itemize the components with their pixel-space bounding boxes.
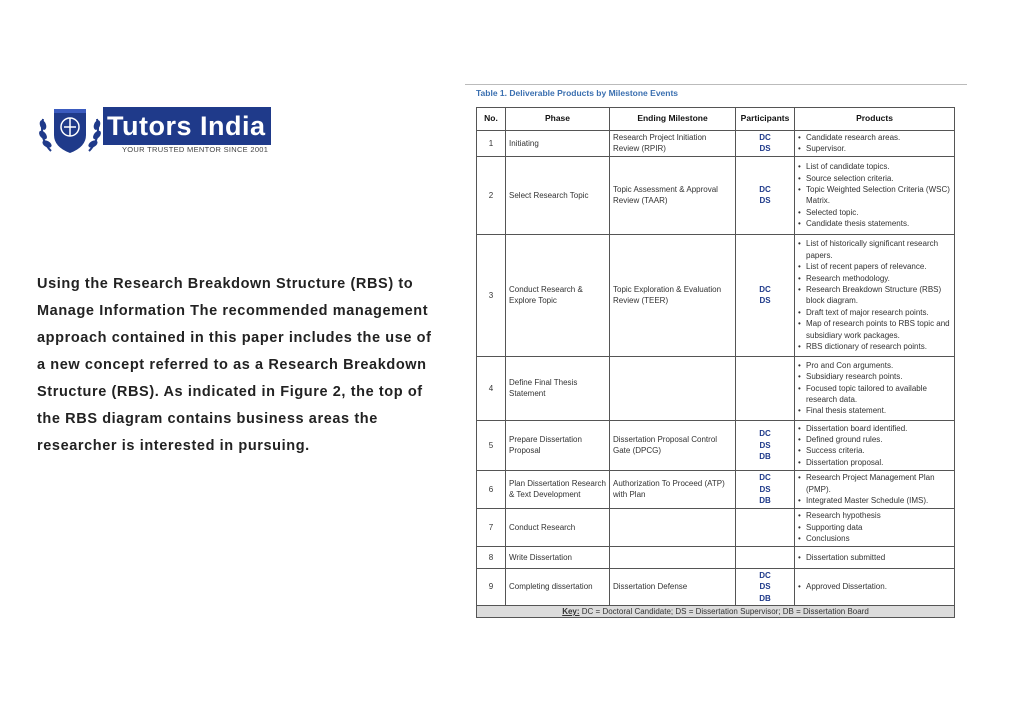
logo-wordmark: Tutors India	[107, 111, 266, 141]
product-item: • Map of research points to RBS topic and subsidiary work packages.	[798, 318, 951, 341]
participant-code: DC	[759, 570, 771, 580]
table-key-row	[477, 606, 955, 618]
cell-phase: Write Dissertation	[506, 546, 610, 568]
table-row	[477, 131, 955, 157]
participant-code: DS	[759, 144, 771, 154]
figure-top-divider	[465, 84, 967, 85]
table-key-cell	[477, 606, 955, 618]
products-list	[798, 360, 951, 417]
cell-milestone: Topic Exploration & Evaluation Review (TEER)	[610, 234, 736, 356]
deliverables-table	[476, 107, 955, 618]
table-row	[477, 420, 955, 470]
cell-no: 2	[477, 156, 506, 234]
participant-code: DC	[759, 184, 771, 194]
participant-code: DB	[759, 496, 771, 506]
table-body	[477, 131, 955, 606]
logo-wordmark-box	[103, 107, 271, 145]
product-item: • Success criteria.	[798, 445, 951, 456]
cell-milestone: Dissertation Proposal Control Gate (DPCG)	[610, 420, 736, 470]
table-row	[477, 470, 955, 508]
products-list	[798, 161, 951, 229]
header-products: Products	[795, 108, 955, 131]
cell-participants	[736, 131, 795, 157]
key-label: Key:	[562, 607, 580, 617]
product-item: • RBS dictionary of research points.	[798, 341, 951, 352]
products-list	[798, 472, 951, 506]
cell-phase: Conduct Research	[506, 508, 610, 546]
cell-products	[795, 470, 955, 508]
product-item: • Selected topic.	[798, 207, 951, 218]
table-row	[477, 546, 955, 568]
cell-phase: Plan Dissertation Research & Text Development	[506, 470, 610, 508]
tutors-india-logo	[37, 105, 271, 155]
table-header-row	[477, 108, 955, 131]
cell-products	[795, 568, 955, 605]
product-item: • Research Project Management Plan (PMP).	[798, 472, 951, 495]
cell-phase: Prepare Dissertation Proposal	[506, 420, 610, 470]
cell-no: 3	[477, 234, 506, 356]
cell-no: 7	[477, 508, 506, 546]
table-row	[477, 508, 955, 546]
cell-products	[795, 356, 955, 420]
products-list	[798, 581, 951, 592]
product-item: • Subsidiary research points.	[798, 371, 951, 382]
cell-participants	[736, 234, 795, 356]
cell-milestone: Topic Assessment & Approval Review (TAAR)	[610, 156, 736, 234]
cell-participants	[736, 470, 795, 508]
product-item: • Pro and Con arguments.	[798, 360, 951, 371]
cell-milestone: Authorization To Proceed (ATP) with Plan	[610, 470, 736, 508]
products-list	[798, 552, 951, 563]
deliverables-table-figure	[465, 84, 967, 624]
participant-code: DS	[759, 440, 771, 450]
cell-phase: Completing dissertation	[506, 568, 610, 605]
product-item: • Source selection criteria.	[798, 173, 951, 184]
key-text: DC = Doctoral Candidate; DS = Dissertation Supervisor; DB = Dissertation Board	[579, 607, 869, 617]
product-item: • Research hypothesis	[798, 510, 951, 521]
product-item: • Topic Weighted Selection Criteria (WSC) Matrix.	[798, 184, 951, 207]
product-item: • Candidate research areas.	[798, 132, 951, 143]
product-item: • List of candidate topics.	[798, 161, 951, 172]
participant-code: DS	[759, 196, 771, 206]
participant-code: DC	[759, 133, 771, 142]
participant-code: DC	[759, 284, 771, 294]
cell-milestone	[610, 356, 736, 420]
cell-products	[795, 234, 955, 356]
product-item: • List of historically significant research papers.	[798, 238, 951, 261]
product-item: • Supervisor.	[798, 143, 951, 154]
product-item: • Integrated Master Schedule (IMS).	[798, 495, 951, 506]
product-item: • Supporting data	[798, 522, 951, 533]
cell-no: 5	[477, 420, 506, 470]
participant-code: DB	[759, 452, 771, 462]
product-item: • Research Breakdown Structure (RBS) block diagram.	[798, 284, 951, 307]
cell-phase: Conduct Research & Explore Topic	[506, 234, 610, 356]
cell-participants	[736, 356, 795, 420]
product-item: • Conclusions	[798, 533, 951, 544]
header-ending-milestone: Ending Milestone	[610, 108, 736, 131]
cell-participants	[736, 568, 795, 605]
table-row	[477, 356, 955, 420]
cell-products	[795, 508, 955, 546]
product-item: • Draft text of major research points.	[798, 307, 951, 318]
participant-code: DC	[759, 473, 771, 483]
cell-phase: Select Research Topic	[506, 156, 610, 234]
cell-products	[795, 131, 955, 157]
cell-no: 1	[477, 131, 506, 157]
participant-code: DS	[759, 582, 771, 592]
product-item: • Research methodology.	[798, 273, 951, 284]
cell-no: 9	[477, 568, 506, 605]
cell-phase: Define Final Thesis Statement	[506, 356, 610, 420]
product-item: • Focused topic tailored to available research data.	[798, 383, 951, 406]
product-item: • Dissertation board identified.	[798, 423, 951, 434]
cell-milestone: Dissertation Defense	[610, 568, 736, 605]
header-phase: Phase	[506, 108, 610, 131]
product-item: • Dissertation submitted	[798, 552, 951, 563]
cell-no: 4	[477, 356, 506, 420]
cell-no: 6	[477, 470, 506, 508]
product-item: • Candidate thesis statements.	[798, 218, 951, 229]
product-item: • Final thesis statement.	[798, 405, 951, 416]
cell-phase: Initiating	[506, 131, 610, 157]
participant-code: DS	[759, 484, 771, 494]
table-row	[477, 234, 955, 356]
cell-products	[795, 156, 955, 234]
cell-products	[795, 420, 955, 470]
participant-code: DB	[759, 593, 771, 603]
products-list	[798, 510, 951, 544]
header-participants: Participants	[736, 108, 795, 131]
product-item: • Dissertation proposal.	[798, 457, 951, 468]
product-item: • Defined ground rules.	[798, 434, 951, 445]
cell-participants	[736, 156, 795, 234]
products-list	[798, 238, 951, 352]
product-item: • List of recent papers of relevance.	[798, 261, 951, 272]
participant-code: DC	[759, 429, 771, 439]
body-paragraph: Using the Research Breakdown Structure (RBS) to Manage Information The recommended management approach contained in this paper includes the use of a new concept referred to as a Research Breakdown Structure (RBS). As indicated in Figure 2, the top of the RBS diagram contains business areas the researcher is interested in pursuing.	[37, 276, 432, 454]
cell-milestone	[610, 546, 736, 568]
table-row	[477, 568, 955, 605]
products-list	[798, 132, 951, 155]
table-caption: Table 1. Deliverable Products by Milestone Events	[476, 88, 679, 98]
logo-tagline: YOUR TRUSTED MENTOR SINCE 2001	[122, 145, 269, 154]
cell-participants	[736, 546, 795, 568]
cell-no: 8	[477, 546, 506, 568]
product-item: • Approved Dissertation.	[798, 581, 951, 592]
cell-products	[795, 546, 955, 568]
header-no: No.	[477, 108, 506, 131]
cell-participants	[736, 508, 795, 546]
table-row	[477, 156, 955, 234]
participant-code: DS	[759, 296, 771, 306]
cell-milestone	[610, 508, 736, 546]
laurel-crest-icon	[37, 105, 103, 155]
products-list	[798, 423, 951, 469]
cell-participants	[736, 420, 795, 470]
cell-milestone: Research Project Initiation Review (RPIR)	[610, 131, 736, 157]
